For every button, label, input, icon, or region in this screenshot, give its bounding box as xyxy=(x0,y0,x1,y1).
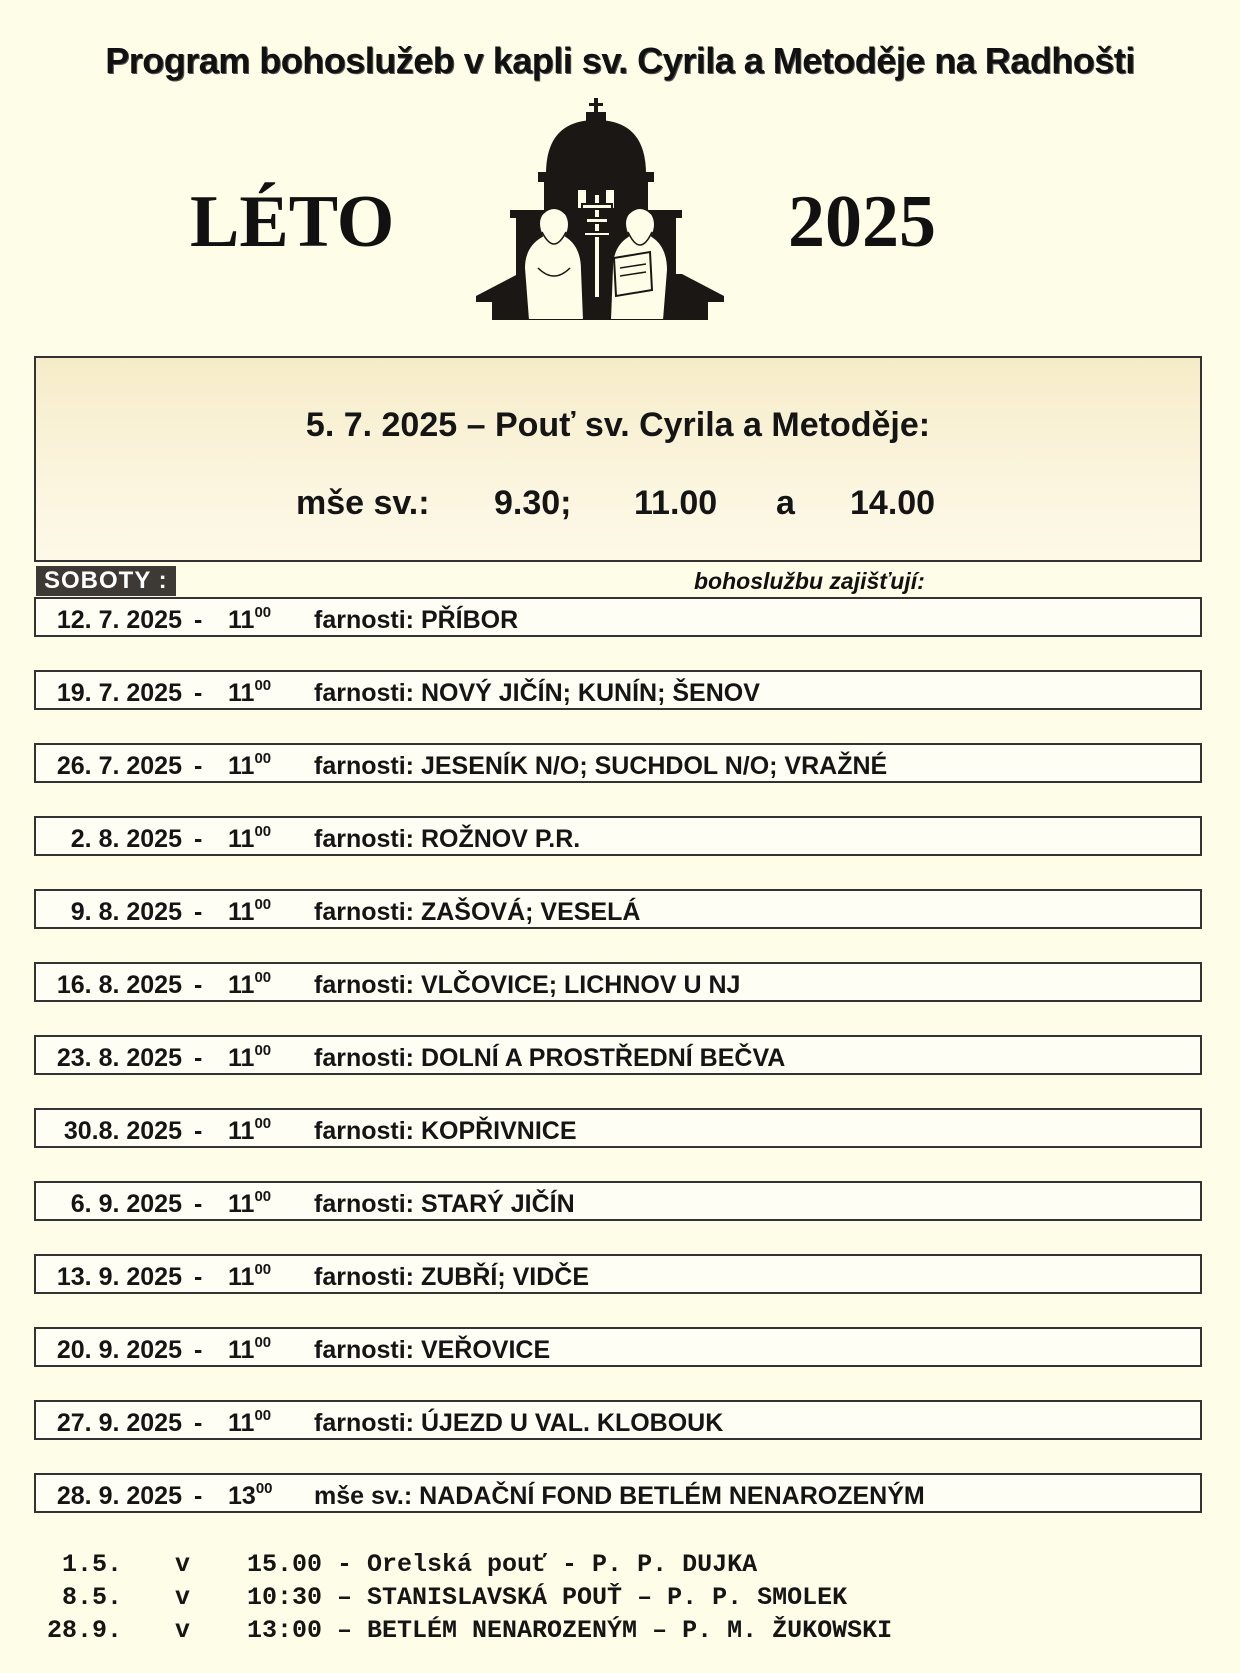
schedule-date: 28. 9. 2025 xyxy=(56,1482,182,1510)
schedule-hour: 13 xyxy=(228,1482,256,1510)
schedule-time xyxy=(228,1336,271,1365)
schedule-row xyxy=(34,670,1202,710)
schedule-dash: - xyxy=(194,1336,203,1364)
schedule-minutes: 00 xyxy=(254,677,272,694)
schedule-hour: 11 xyxy=(228,606,255,634)
schedule-date: 20. 9. 2025 xyxy=(56,1336,182,1364)
schedule-hour: 11 xyxy=(228,898,255,926)
schedule-dash: - xyxy=(194,1117,203,1145)
schedule-date: 16. 8. 2025 xyxy=(56,971,182,999)
schedule-time xyxy=(228,1263,271,1292)
note-text: 13:00 – BETLÉM NENAROZENÝM – P. M. ŽUKOWSKI xyxy=(247,1616,893,1645)
schedule-hour: 11 xyxy=(228,679,255,707)
mass-label: mše sv.: xyxy=(296,484,430,522)
schedule-dash: - xyxy=(194,606,203,634)
schedule-parishes: farnosti: NOVÝ JIČÍN; KUNÍN; ŠENOV xyxy=(314,679,760,707)
schedule-minutes: 00 xyxy=(254,750,272,767)
schedule-date: 23. 8. 2025 xyxy=(56,1044,182,1072)
schedule-hour: 11 xyxy=(228,1117,255,1145)
note-v: v xyxy=(175,1583,191,1612)
schedule-dash: - xyxy=(194,1482,203,1510)
schedule-date: 30.8. 2025 xyxy=(63,1117,182,1145)
schedule-row xyxy=(34,816,1202,856)
schedule-date: 12. 7. 2025 xyxy=(56,606,182,634)
schedule-hour: 11 xyxy=(228,752,255,780)
schedule-row xyxy=(34,1035,1202,1075)
schedule-dash: - xyxy=(194,825,203,853)
schedule-dash: - xyxy=(194,1190,203,1218)
schedule-minutes: 00 xyxy=(254,1042,272,1059)
schedule-hour: 11 xyxy=(228,1190,255,1218)
note-text: 15.00 - Orelská pouť - P. P. DUJKA xyxy=(247,1550,758,1579)
schedule-date: 27. 9. 2025 xyxy=(56,1409,182,1437)
schedule-parishes: farnosti: VLČOVICE; LICHNOV U NJ xyxy=(314,971,741,999)
mass-time: 11.00 xyxy=(634,484,718,522)
schedule-row xyxy=(34,1108,1202,1148)
schedule-hour: 11 xyxy=(228,1263,255,1291)
schedule-hour: 11 xyxy=(228,1409,255,1437)
mass-conjunction: a xyxy=(776,484,795,522)
schedule-minutes: 00 xyxy=(254,1407,272,1424)
schedule-dash: - xyxy=(194,971,203,999)
schedule-hour: 11 xyxy=(228,1336,255,1364)
note-date: 28.9. xyxy=(46,1616,122,1645)
page-title: Program bohoslužeb v kapli sv. Cyrila a Metoděje na Radhošti xyxy=(105,40,1135,81)
schedule-parishes: farnosti: ÚJEZD U VAL. KLOBOUK xyxy=(314,1409,724,1437)
schedule-parishes: farnosti: KOPŘIVNICE xyxy=(314,1117,577,1145)
schedule-dash: - xyxy=(194,1263,203,1291)
schedule-parishes: farnosti: PŘÍBOR xyxy=(314,606,519,634)
schedule-time xyxy=(228,971,271,1000)
schedule-date: 13. 9. 2025 xyxy=(56,1263,182,1291)
schedule-minutes: 00 xyxy=(254,823,272,840)
schedule-row xyxy=(34,743,1202,783)
schedule-time xyxy=(228,679,271,708)
schedule-row xyxy=(34,1473,1202,1513)
schedule-dash: - xyxy=(194,898,203,926)
schedule-minutes: 00 xyxy=(255,1480,273,1497)
schedule-date: 6. 9. 2025 xyxy=(70,1190,182,1218)
schedule-parishes: farnosti: VEŘOVICE xyxy=(314,1336,551,1364)
mass-time: 14.00 xyxy=(850,484,936,522)
schedule-date: 19. 7. 2025 xyxy=(56,679,182,707)
schedule-minutes: 00 xyxy=(254,1334,272,1351)
schedule-hour: 11 xyxy=(228,825,255,853)
season-heading: LÉTO xyxy=(190,181,395,263)
schedule-time xyxy=(228,1190,271,1219)
note-text: 10:30 – STANISLAVSKÁ POUŤ – P. P. SMOLEK xyxy=(247,1583,848,1612)
chapel-saints-illustration xyxy=(470,98,730,320)
schedule-date: 9. 8. 2025 xyxy=(70,898,182,926)
schedule-parishes: farnosti: JESENÍK N/O; SUCHDOL N/O; VRAŽNÉ xyxy=(314,752,888,780)
schedule-parishes: farnosti: ZAŠOVÁ; VESELÁ xyxy=(314,898,641,926)
schedule-time xyxy=(228,898,271,927)
schedule-row xyxy=(34,1327,1202,1367)
schedule-time xyxy=(228,606,271,635)
schedule-hour: 11 xyxy=(228,971,255,999)
schedule-minutes: 00 xyxy=(254,969,272,986)
schedule-time xyxy=(228,752,271,781)
schedule-parishes: farnosti: ZUBŘÍ; VIDČE xyxy=(314,1263,589,1291)
schedule-dash: - xyxy=(194,1409,203,1437)
schedule-minutes: 00 xyxy=(254,604,272,621)
note-v: v xyxy=(175,1616,191,1645)
schedule-row xyxy=(34,962,1202,1002)
schedule-dash: - xyxy=(194,1044,203,1072)
schedule-dash: - xyxy=(194,679,203,707)
schedule-minutes: 00 xyxy=(254,896,272,913)
schedule-time xyxy=(228,1482,273,1511)
schedule-parishes: farnosti: ROŽNOV P.R. xyxy=(314,825,581,853)
pilgrimage-feast-box xyxy=(34,356,1202,562)
schedule-hour: 11 xyxy=(228,1044,255,1072)
schedule-time xyxy=(228,825,271,854)
note-date: 8.5. xyxy=(61,1583,122,1612)
note-v: v xyxy=(175,1550,191,1579)
schedule-dash: - xyxy=(194,752,203,780)
schedule-minutes: 00 xyxy=(254,1188,272,1205)
mass-time: 9.30; xyxy=(494,484,572,522)
feast-heading: 5. 7. 2025 – Pouť sv. Cyrila a Metoděje: xyxy=(305,406,931,444)
schedule-row xyxy=(34,1254,1202,1294)
schedule-row xyxy=(34,889,1202,929)
schedule-parishes: mše sv.: NADAČNÍ FOND BETLÉM NENAROZENÝM xyxy=(314,1482,925,1510)
schedule-date: 26. 7. 2025 xyxy=(56,752,182,780)
schedule-parishes: farnosti: STARÝ JIČÍN xyxy=(314,1190,575,1218)
schedule-time xyxy=(228,1409,271,1438)
schedule-time xyxy=(228,1044,271,1073)
schedule-date: 2. 8. 2025 xyxy=(70,825,182,853)
note-date: 1.5. xyxy=(61,1550,122,1579)
schedule-minutes: 00 xyxy=(254,1261,272,1278)
schedule-minutes: 00 xyxy=(254,1115,272,1132)
year-heading: 2025 xyxy=(788,181,936,263)
schedule-parishes: farnosti: DOLNÍ A PROSTŘEDNÍ BEČVA xyxy=(314,1044,786,1072)
saturdays-label: SOBOTY : xyxy=(36,566,176,596)
ensured-by-label: bohoslužbu zajišťují: xyxy=(694,568,925,594)
schedule-row xyxy=(34,1181,1202,1221)
schedule-time xyxy=(228,1117,271,1146)
schedule-row xyxy=(34,597,1202,637)
schedule-row xyxy=(34,1400,1202,1440)
